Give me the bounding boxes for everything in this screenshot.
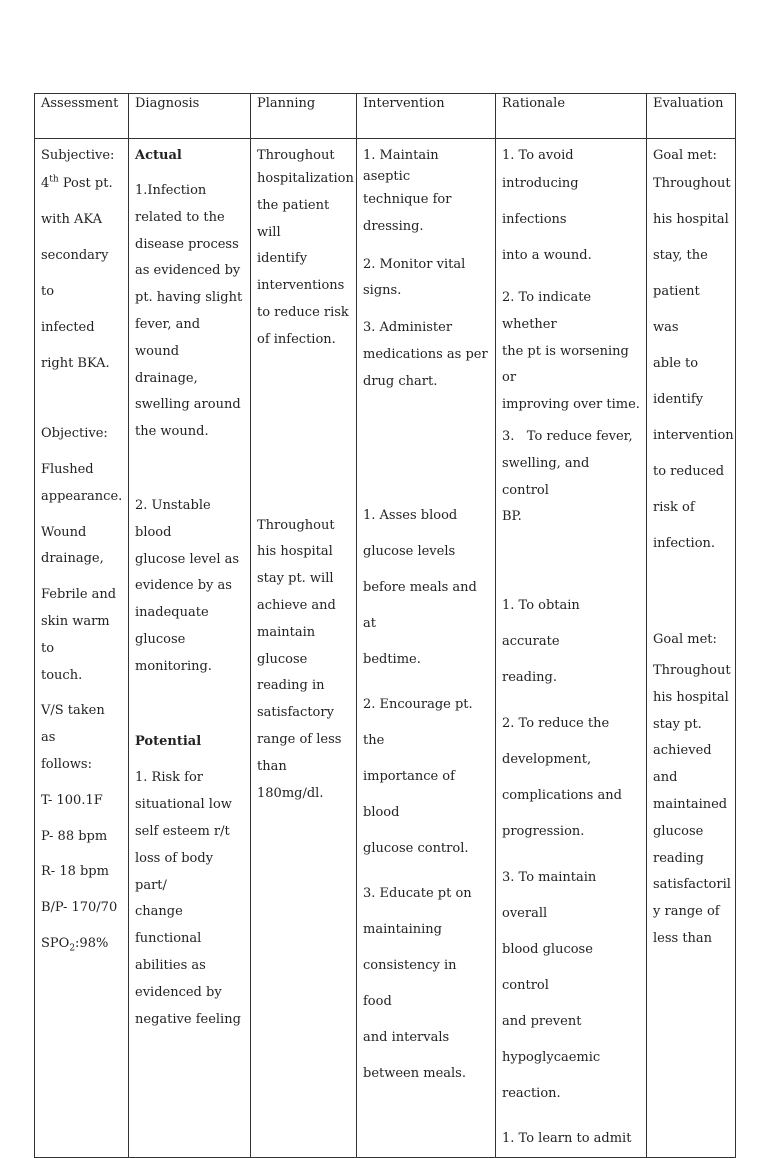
diagnosis-line: swelling around	[135, 397, 241, 413]
rationale-line: and prevent	[502, 1014, 582, 1030]
evaluation-line: less than	[653, 930, 713, 946]
diagnosis-line: related to the	[135, 209, 225, 225]
diagnosis-line: 2. Unstable blood	[135, 497, 211, 540]
evaluation-line: maintained	[653, 796, 728, 812]
planning-line: achieve and	[257, 597, 336, 613]
header-row	[35, 94, 736, 139]
assessment-cell	[35, 139, 129, 1158]
ordinal-suffix: th	[49, 174, 59, 185]
diagnosis-line: glucose	[135, 631, 186, 647]
diagnosis-line: monitoring.	[135, 658, 212, 674]
planning-line: identify	[257, 251, 308, 267]
rationale-line: 1. To avoid	[502, 148, 574, 163]
evaluation-line: patient was	[653, 284, 700, 335]
vital-respiration: R- 18 bpm	[41, 864, 109, 880]
diagnosis-line: 1. Risk for	[135, 770, 204, 786]
intervention-line: importance of blood	[363, 768, 455, 820]
evaluation-line: stay pt.	[653, 716, 702, 732]
planning-line: interventions	[257, 278, 345, 294]
intervention-5	[363, 687, 489, 867]
rationale-line: the pt is worsening or	[502, 343, 629, 386]
evaluation-line: his hospital	[653, 689, 729, 705]
evaluation-line: y range of	[653, 904, 720, 920]
evaluation-line: risk of	[653, 500, 695, 515]
intervention-line: technique for	[363, 192, 452, 207]
assessment-line: follows:	[41, 756, 92, 772]
intervention-line: drug chart.	[363, 373, 438, 389]
diagnosis-line: loss of body part/	[135, 850, 214, 893]
diagnosis-line: situational low	[135, 797, 232, 813]
diagnosis-line: 1.Infection	[135, 183, 207, 198]
rationale-line: reaction.	[502, 1086, 561, 1102]
intervention-line: 2. Monitor vital	[363, 256, 466, 272]
rationale-5	[502, 706, 640, 850]
planning-line: to reduce risk	[257, 304, 349, 320]
evaluation-cell	[647, 139, 736, 1158]
intervention-line: signs.	[363, 283, 402, 299]
evaluation-line: and	[653, 770, 678, 786]
rationale-line: 2. To reduce the	[502, 716, 610, 732]
diagnosis-line: drainage,	[135, 370, 198, 386]
diagnosis-line: evidenced by	[135, 984, 222, 1000]
ordinal-number: 4	[41, 176, 50, 191]
intervention-6	[363, 876, 489, 1092]
evaluation-line: stay, the	[653, 248, 708, 263]
content-row	[35, 139, 736, 1158]
intervention-1	[363, 145, 489, 241]
intervention-4	[363, 498, 489, 678]
planning-line: than 180mg/dl.	[257, 758, 324, 801]
rationale-line: development,	[502, 752, 592, 768]
evaluation-line: glucose	[653, 823, 704, 839]
vital-spo2	[41, 931, 122, 958]
spo2-prefix: SPO	[41, 935, 70, 951]
diagnosis-line: pt. having slight	[135, 290, 243, 306]
intervention-line: 3. Educate pt on	[363, 885, 472, 901]
assessment-line: infected	[41, 320, 95, 335]
intervention-line: glucose levels	[363, 543, 456, 559]
diagnosis-2	[135, 493, 244, 681]
planning-line: hospitalization	[257, 171, 354, 186]
intervention-line: between meals.	[363, 1065, 466, 1081]
evaluation-line: Goal met:	[653, 148, 717, 163]
intervention-line: and intervals	[363, 1029, 450, 1045]
rationale-line: 3. To reduce fever,	[502, 428, 633, 444]
assessment-line: touch.	[41, 667, 83, 683]
evaluation-line: reading	[653, 850, 704, 866]
spo2-subscript: 2	[69, 943, 76, 954]
diagnosis-line: fever, and wound	[135, 316, 201, 359]
diagnosis-line: inadequate	[135, 605, 209, 621]
intervention-line: 2. Encourage pt. the	[363, 696, 473, 748]
evaluation-line: satisfactoril	[653, 877, 731, 893]
diagnosis-line: as evidenced by	[135, 263, 241, 279]
rationale-line: reading.	[502, 670, 557, 686]
rationale-line: BP.	[502, 509, 522, 525]
intervention-line: 1. Asses blood	[363, 507, 458, 523]
rationale-line: improving over time.	[502, 397, 640, 413]
assessment-line: drainage,	[41, 551, 104, 567]
planning-line: reading in	[257, 678, 325, 694]
header-evaluation: Evaluation	[647, 94, 736, 139]
evaluation-line: Goal met:	[653, 632, 717, 647]
header-planning: Planning	[251, 94, 357, 139]
planning-cell	[251, 139, 357, 1158]
diagnosis-line: the wound.	[135, 424, 209, 440]
rationale-line: 1. To obtain accurate	[502, 598, 580, 650]
potential-label: Potential	[135, 733, 202, 749]
vital-blood-pressure: B/P- 170/70	[41, 900, 118, 916]
assessment-line: Febrile and	[41, 587, 117, 603]
planning-line: glucose	[257, 651, 308, 667]
assessment-line: with AKA	[41, 212, 102, 227]
planning-1	[257, 145, 354, 354]
planning-line: the patient will	[257, 197, 330, 240]
diagnosis-line: glucose level as	[135, 551, 240, 567]
rationale-3	[502, 424, 640, 531]
rationale-line: progression.	[502, 824, 585, 840]
evaluation-1	[653, 145, 734, 562]
vital-temperature: T- 100.1F	[41, 792, 103, 808]
header-intervention: Intervention	[357, 94, 496, 139]
rationale-cell	[496, 139, 647, 1158]
planning-2	[257, 513, 350, 808]
assessment-line: Flushed	[41, 462, 94, 477]
assessment-line: secondary to	[41, 248, 109, 299]
intervention-line: bedtime.	[363, 651, 421, 667]
planning-line: his hospital	[257, 544, 333, 560]
assessment-line: appearance.	[41, 488, 123, 504]
header-assessment: Assessment	[35, 94, 129, 139]
intervention-line: 3. Administer	[363, 320, 453, 336]
intervention-line: glucose control.	[363, 840, 469, 856]
evaluation-line: achieved	[653, 743, 712, 759]
intervention-line: dressing.	[363, 218, 424, 234]
intervention-line: maintaining	[363, 921, 442, 937]
intervention-2	[363, 252, 489, 306]
diagnosis-3	[135, 765, 244, 1033]
diagnosis-1	[135, 178, 244, 446]
diagnosis-line: change functional	[135, 904, 202, 947]
evaluation-line: his hospital	[653, 212, 729, 227]
actual-label: Actual	[135, 148, 182, 163]
header-diagnosis: Diagnosis	[129, 94, 251, 139]
planning-line: stay pt. will	[257, 571, 334, 587]
evaluation-line: intervention	[653, 428, 734, 443]
intervention-line: 1. Maintain aseptic	[363, 148, 439, 184]
planning-line: satisfactory	[257, 705, 334, 721]
ordinal-rest: Post pt.	[58, 176, 113, 191]
intervention-cell	[357, 139, 496, 1158]
diagnosis-line: abilities as	[135, 957, 206, 973]
evaluation-line: to reduced	[653, 464, 725, 479]
rationale-line: blood glucose control	[502, 942, 593, 994]
planning-line: maintain	[257, 624, 316, 640]
rationale-line: into a wound.	[502, 248, 592, 263]
assessment-line	[41, 166, 122, 202]
diagnosis-line: self esteem r/t	[135, 823, 230, 839]
assessment-line: Wound	[41, 524, 87, 540]
nursing-care-plan-table	[34, 93, 736, 1158]
rationale-4	[502, 588, 640, 696]
rationale-line: swelling, and control	[502, 455, 590, 498]
rationale-line: introducing infections	[502, 176, 579, 227]
assessment-line: skin warm to	[41, 613, 110, 656]
diagnosis-line: evidence by as	[135, 578, 232, 594]
intervention-line: consistency in food	[363, 957, 457, 1009]
evaluation-line: able to	[653, 356, 699, 371]
vital-pulse: P- 88 bpm	[41, 828, 108, 844]
diagnosis-line: disease process	[135, 236, 239, 252]
header-rationale: Rationale	[496, 94, 647, 139]
rationale-7	[502, 1121, 640, 1157]
evaluation-2	[653, 622, 729, 953]
rationale-6	[502, 860, 640, 1112]
evaluation-line: Throughout	[653, 663, 731, 678]
intervention-line: medications as per	[363, 346, 488, 362]
rationale-1	[502, 145, 640, 274]
evaluation-line: infection.	[653, 536, 716, 551]
planning-line: Throughout	[257, 517, 335, 533]
subjective-label: Subjective:	[41, 148, 115, 163]
assessment-line: V/S taken as	[41, 703, 105, 746]
rationale-2	[502, 285, 640, 419]
intervention-line: before meals and at	[363, 579, 477, 631]
planning-line: of infection.	[257, 331, 336, 347]
objective-label: Objective:	[41, 426, 108, 441]
intervention-3	[363, 315, 489, 395]
planning-line: range of less	[257, 731, 342, 747]
spo2-value: :98%	[75, 935, 109, 951]
diagnosis-line: negative feeling	[135, 1011, 241, 1027]
assessment-line: right BKA.	[41, 356, 110, 371]
evaluation-line: identify	[653, 392, 704, 407]
rationale-line: 1. To learn to admit	[502, 1131, 632, 1147]
diagnosis-cell	[129, 139, 251, 1158]
rationale-line: 3. To maintain overall	[502, 870, 597, 922]
rationale-line: 2. To indicate whether	[502, 290, 592, 332]
rationale-line: complications and	[502, 788, 622, 804]
planning-line: Throughout	[257, 148, 335, 163]
rationale-line: hypoglycaemic	[502, 1050, 601, 1066]
evaluation-line: Throughout	[653, 176, 731, 191]
